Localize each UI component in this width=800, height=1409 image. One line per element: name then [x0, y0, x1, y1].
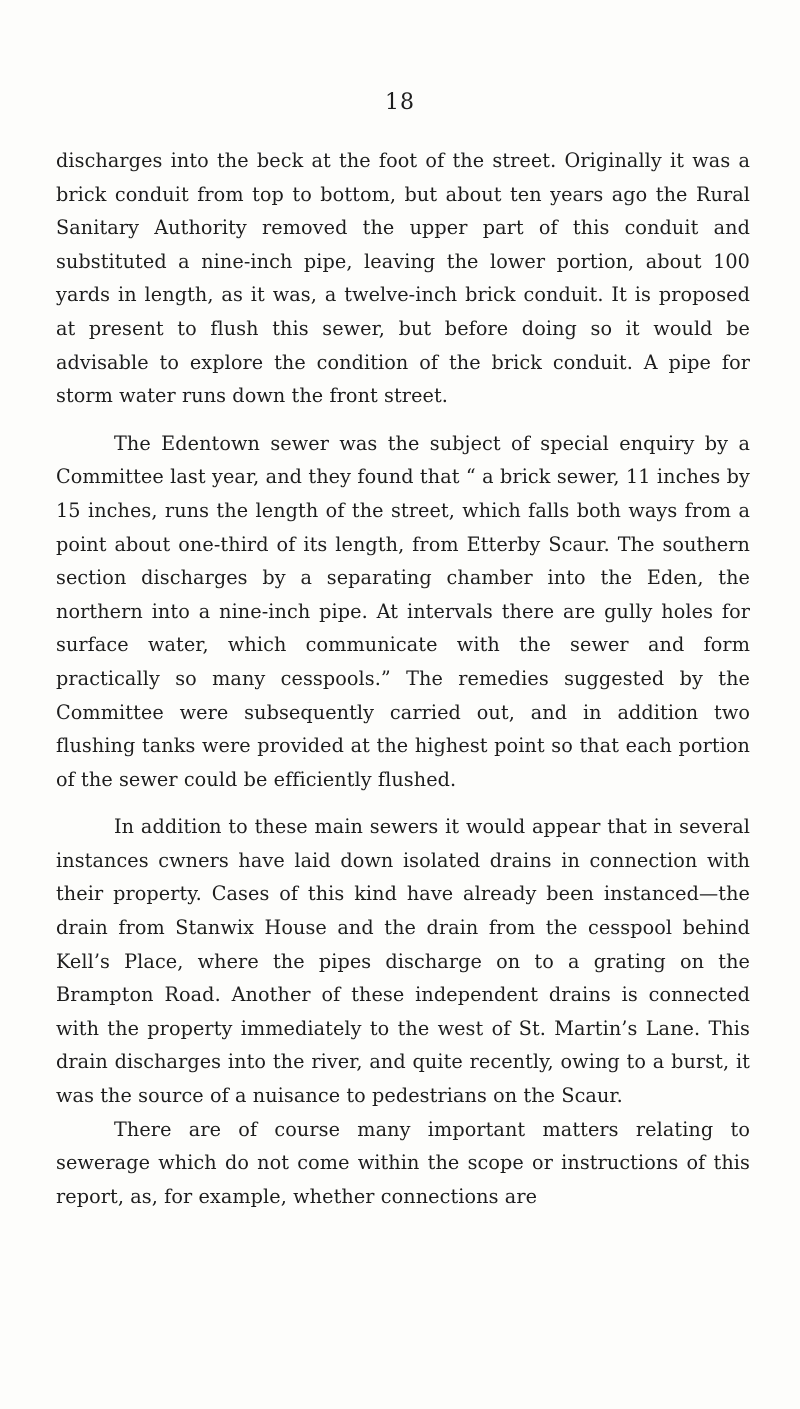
- page-number: 18: [385, 90, 415, 115]
- paragraph-sewer-conduit: discharges into the beck at the foot of the street. Originally it was a brick conduit from top to bottom, but about ten years ago the Rural Sanitary Authority removed the upper part of this conduit and substituted a nine-inch pipe, leaving the lower portion, about 100 yards in length, as it was, a twelve-inch brick conduit. It is proposed at present to flush this sewer, but before doing so it would be advisable to explore the condition of the brick conduit. A pipe for storm water runs down the front street.: [56, 149, 750, 408]
- paragraph-sewerage-matters: There are of course many important matters relating to sewerage which do not come within the scope or instructions of this report, as, for example, whether connections are: [56, 1117, 750, 1208]
- body-text: [56, 144, 750, 1213]
- paragraph-isolated-drains: In addition to these main sewers it would appear that in several instances cwners have laid down isolated drains in connection with their property. Cases of this kind have already been instanced—the drain from Stanwix House and the drain from the cesspool behind Kell’s Place, where the pipes discharge on to a grating on the Brampton Road. Another of these independent drains is connected with the property immediately to the west of St. Martin’s Lane. This drain discharges into the river, and quite recently, owing to a burst, it was the source of a nuisance to pedestrians on the Scaur.: [56, 815, 750, 1108]
- paragraph-edentown-sewer: The Edentown sewer was the subject of special enquiry by a Committee last year, and they found that “ a brick sewer, 11 inches by 15 inches, runs the length of the street, which falls both ways from a point about one-third of its length, from Etterby Scaur. The southern section discharges by a separating chamber into the Eden, the northern into a nine-inch pipe. At intervals there are gully holes for surface water, which communicate with the sewer and form practically so many cesspools.” The remedies suggested by the Committee were subsequently carried out, and in addition two flushing tanks were provided at the highest point so that each portion of the sewer could be efficiently flushed.: [56, 431, 750, 791]
